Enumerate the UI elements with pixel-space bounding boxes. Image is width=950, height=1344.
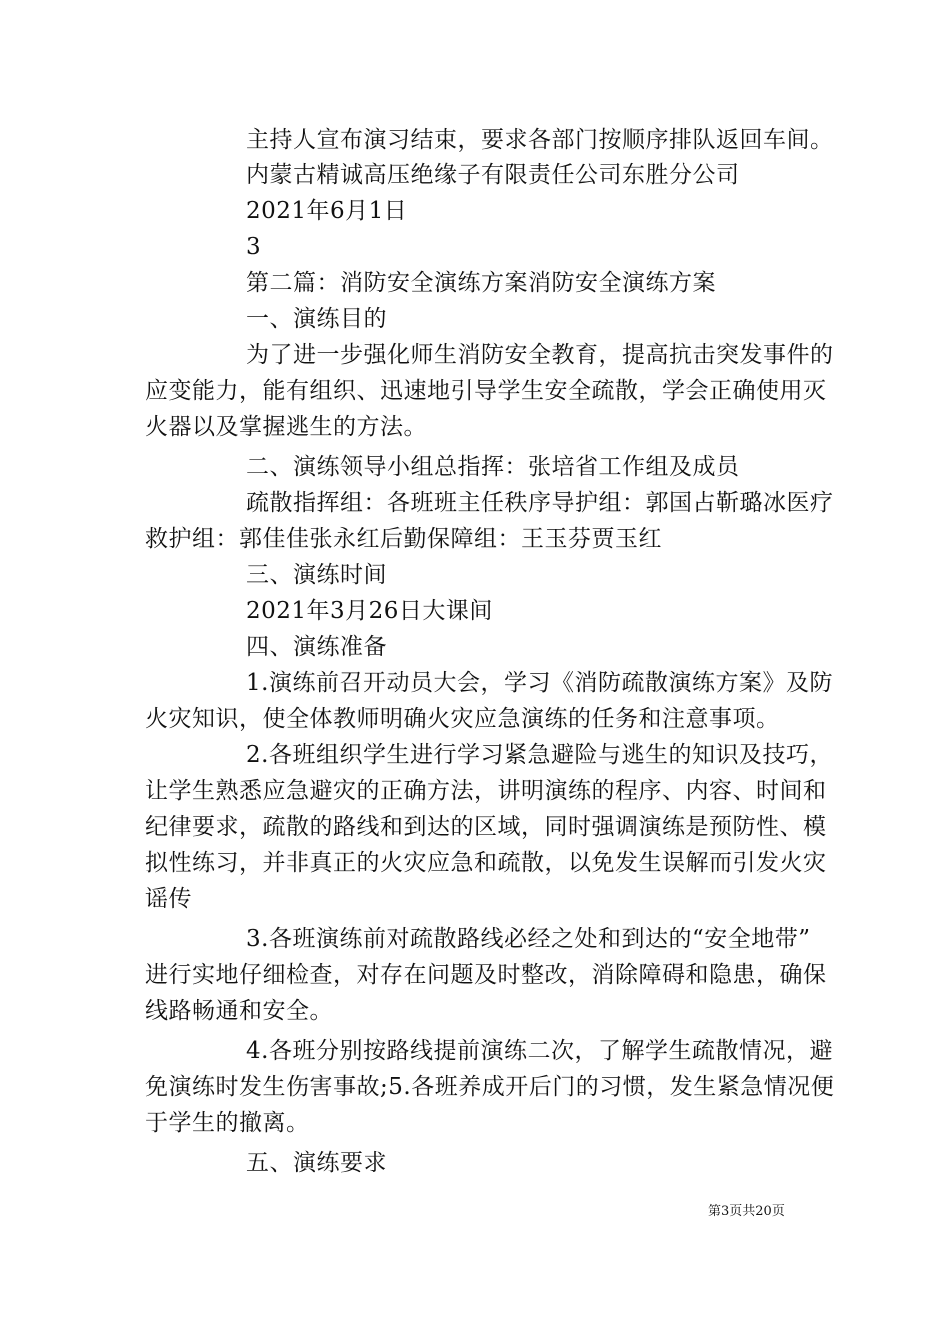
page-footer: 第3页共20页 [708, 1204, 785, 1219]
text-line: 纪律要求，疏散的路线和到达的区域，同时强调演练是预防性、模 [145, 814, 827, 840]
text-line: 火器以及掌握逃生的方法。 [145, 414, 427, 440]
heading-purpose: 一、演练目的 [246, 306, 387, 332]
text-line: 为了进一步强化师生消防安全教育，提高抗击突发事件的 [246, 342, 834, 368]
text-line: 2.各班组织学生进行学习紧急避险与逃生的知识及技巧， [246, 742, 833, 768]
text-line: 谣传 [145, 886, 192, 912]
text-line: 免演练时发生伤害事故;5.各班养成开后门的习惯，发生紧急情况便 [145, 1074, 835, 1100]
text-line: 疏散指挥组：各班班主任秩序导护组：郭国占靳璐冰医疗 [246, 490, 834, 516]
heading-time: 三、演练时间 [246, 562, 387, 588]
heading-preparation: 四、演练准备 [246, 634, 387, 660]
text-line: 主持人宣布演习结束，要求各部门按顺序排队返回车间。 [246, 127, 834, 153]
text-line: 3.各班演练前对疏散路线必经之处和到达的“安全地带” [246, 926, 811, 952]
text-line: 让学生熟悉应急避灾的正确方法，讲明演练的程序、内容、时间和 [145, 778, 827, 804]
text-line: 4.各班分别按路线提前演练二次，了解学生疏散情况，避 [246, 1038, 833, 1064]
text-line: 进行实地仔细检查，对存在问题及时整改，消除障碍和隐患，确保 [145, 962, 827, 988]
text-line: 内蒙古精诚高压绝缘子有限责任公司东胜分公司 [246, 162, 740, 188]
page-number-line: 3 [246, 234, 262, 260]
text-line: 火灾知识，使全体教师明确火灾应急演练的任务和注意事项。 [145, 706, 780, 732]
section-title: 第二篇：消防安全演练方案消防安全演练方案 [246, 270, 716, 296]
text-line: 拟性练习，并非真正的火灾应急和疏散，以免发生误解而引发火灾 [145, 850, 827, 876]
text-line: 2021年6月1日 [246, 198, 408, 224]
text-line: 2021年3月26日大课间 [246, 598, 493, 624]
text-line: 应变能力，能有组织、迅速地引导学生安全疏散，学会正确使用灭 [145, 378, 827, 404]
text-line: 于学生的撤离。 [145, 1110, 310, 1136]
text-line: 1.演练前召开动员大会，学习《消防疏散演练方案》及防 [246, 670, 833, 696]
text-line: 救护组：郭佳佳张永红后勤保障组：王玉芬贾玉红 [145, 526, 662, 552]
heading-requirements: 五、演练要求 [246, 1150, 387, 1176]
heading-leadership: 二、演练领导小组总指挥：张培省工作组及成员 [246, 454, 740, 480]
text-line: 线路畅通和安全。 [145, 998, 333, 1024]
